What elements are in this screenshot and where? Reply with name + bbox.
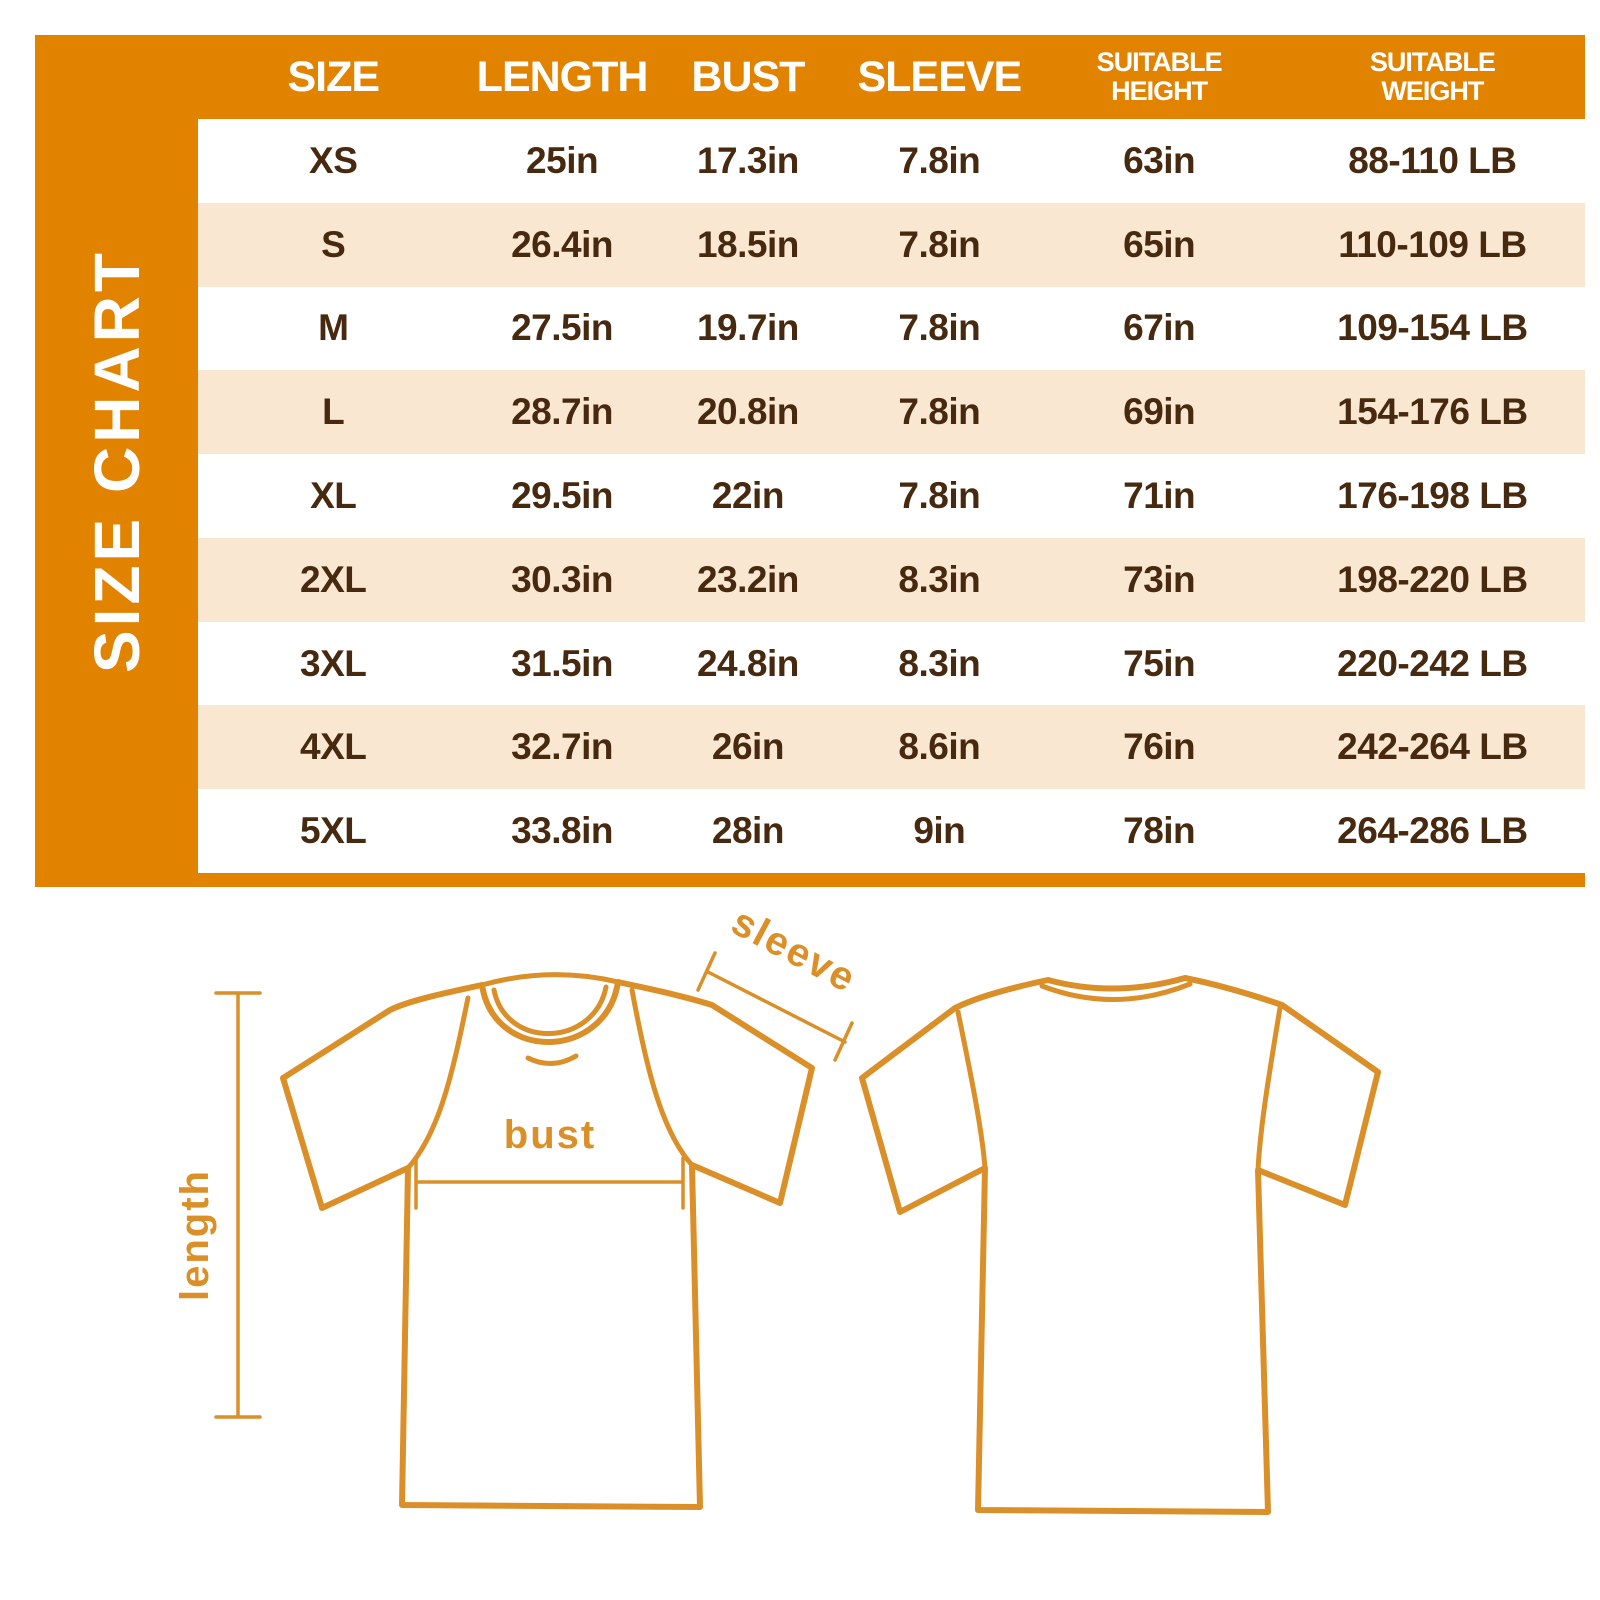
cell-weight: 264-286 LB: [1337, 810, 1528, 852]
cell-size: M: [318, 307, 349, 349]
cell-height: 78in: [1123, 810, 1196, 852]
cell-bust: 17.3in: [696, 139, 799, 181]
cell-bust: 22in: [711, 475, 784, 517]
cell-bust: 24.8in: [696, 642, 799, 684]
cell-height: 63in: [1123, 139, 1196, 181]
header-cell: SIZE: [287, 52, 380, 101]
cell-bust: 28in: [711, 810, 784, 852]
cell-length: 30.3in: [511, 558, 614, 600]
cell-weight: 110-109 LB: [1338, 223, 1527, 265]
cell-bust: 20.8in: [696, 391, 799, 433]
length-measurement: [173, 993, 260, 1417]
cell-bust: 19.7in: [696, 307, 799, 349]
cell-height: 75in: [1123, 642, 1196, 684]
table-body: [198, 119, 1585, 873]
cell-weight: 88-110 LB: [1348, 139, 1517, 181]
bust-label: bust: [503, 1113, 597, 1157]
table-row: [198, 789, 1585, 873]
cell-sleeve: 7.8in: [898, 475, 981, 517]
table-row: [198, 203, 1585, 287]
cell-length: 32.7in: [511, 726, 614, 768]
cell-weight: 176-198 LB: [1337, 475, 1528, 517]
cell-height: 69in: [1123, 391, 1196, 433]
size-chart-sidebar: [35, 35, 198, 887]
cell-sleeve: 9in: [913, 810, 966, 852]
header-cell: SLEEVE: [857, 52, 1022, 101]
cell-size: XS: [309, 139, 358, 181]
cell-sleeve: 8.6in: [898, 726, 981, 768]
cell-length: 33.8in: [511, 810, 614, 852]
size-chart-panel: [35, 35, 1585, 887]
length-measure-line: [216, 993, 260, 1417]
cell-height: 71in: [1123, 475, 1196, 517]
tshirt-front-illustration: [283, 975, 812, 1507]
cell-bust: 26in: [711, 726, 784, 768]
cell-length: 26.4in: [511, 223, 614, 265]
table-row: [198, 705, 1585, 789]
cell-sleeve: 7.8in: [898, 223, 981, 265]
cell-weight: 154-176 LB: [1337, 391, 1528, 433]
cell-size: S: [321, 223, 346, 265]
table-header-row: [198, 35, 1585, 119]
cell-length: 31.5in: [511, 642, 614, 684]
table-row: [198, 119, 1585, 203]
cell-weight: 242-264 LB: [1337, 726, 1528, 768]
tshirt-back-illustration: [862, 978, 1378, 1512]
cell-size: L: [322, 391, 345, 433]
cell-size: XL: [310, 475, 357, 517]
length-label: length: [173, 1169, 217, 1301]
table-row: [198, 370, 1585, 454]
header-cell: SUITABLE WEIGHT: [1369, 46, 1495, 106]
cell-sleeve: 8.3in: [898, 558, 981, 600]
table-row: [198, 287, 1585, 371]
page-title: SIZE CHART: [80, 249, 153, 673]
header-cell: BUST: [691, 52, 805, 101]
header-cell: SUITABLE HEIGHT: [1096, 46, 1222, 106]
cell-size: 5XL: [300, 810, 367, 852]
cell-sleeve: 7.8in: [898, 307, 981, 349]
table-row: [198, 622, 1585, 706]
cell-weight: 220-242 LB: [1337, 642, 1528, 684]
cell-length: 25in: [526, 139, 599, 181]
cell-size: 3XL: [300, 642, 367, 684]
cell-bust: 23.2in: [696, 558, 799, 600]
cell-length: 28.7in: [511, 391, 614, 433]
cell-size: 4XL: [300, 726, 367, 768]
cell-height: 73in: [1123, 558, 1196, 600]
cell-height: 76in: [1123, 726, 1196, 768]
table-row: [198, 454, 1585, 538]
tshirt-front-outline: [283, 982, 812, 1507]
measurement-diagram: [0, 900, 1600, 1600]
cell-bust: 18.5in: [696, 223, 799, 265]
cell-length: 27.5in: [511, 307, 614, 349]
cell-height: 67in: [1123, 307, 1196, 349]
sleeve-label: sleeve: [724, 900, 864, 1002]
cell-weight: 198-220 LB: [1337, 558, 1528, 600]
cell-length: 29.5in: [511, 475, 614, 517]
cell-sleeve: 7.8in: [898, 139, 981, 181]
table-row: [198, 538, 1585, 622]
cell-sleeve: 8.3in: [898, 642, 981, 684]
cell-weight: 109-154 LB: [1337, 307, 1528, 349]
tshirt-front-collar-top: [482, 975, 618, 985]
cell-size: 2XL: [300, 558, 367, 600]
header-cell: LENGTH: [476, 52, 648, 101]
cell-sleeve: 7.8in: [898, 391, 981, 433]
tshirt-back-outline: [862, 978, 1378, 1512]
cell-height: 65in: [1123, 223, 1196, 265]
